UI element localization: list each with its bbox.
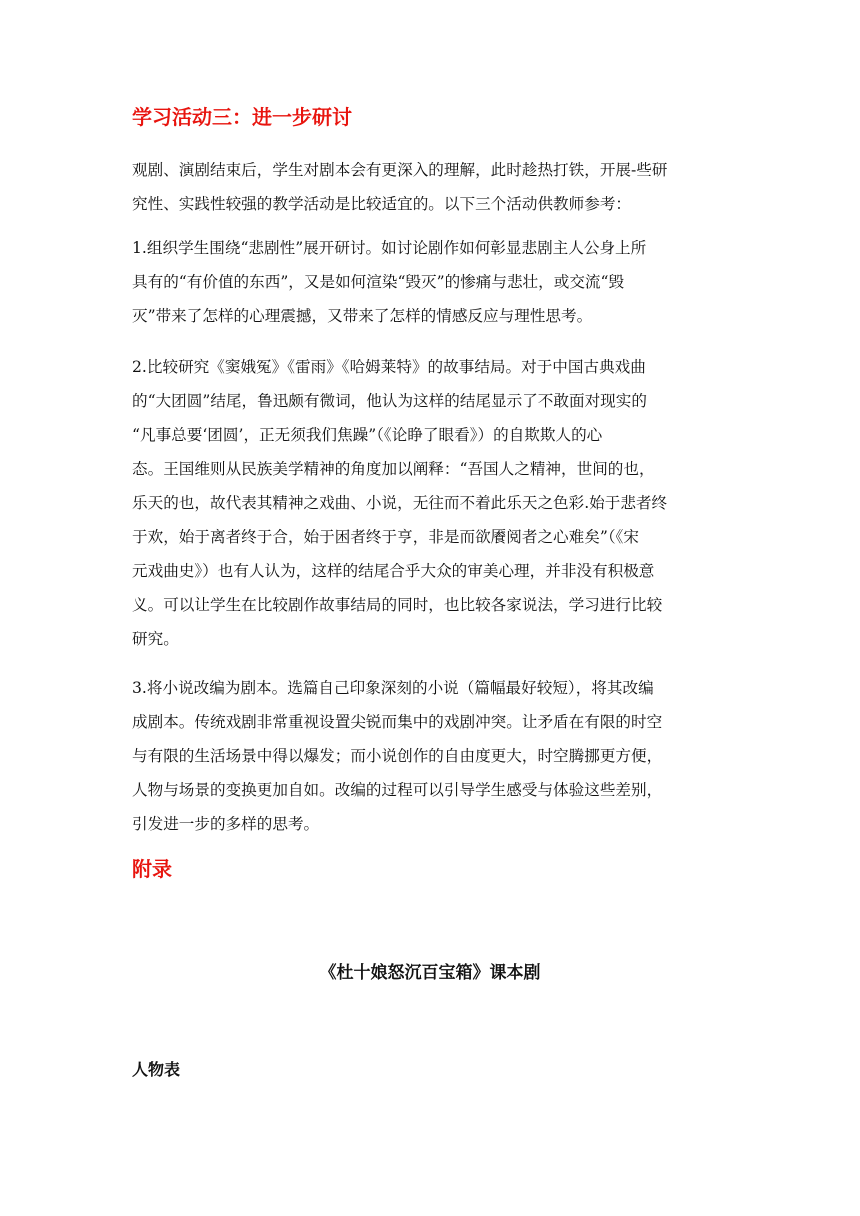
item-1-line: 1.组织学生围绕“悲剧性”展开研讨。如讨论剧作如何彰显悲剧主人公身上所 xyxy=(132,239,647,257)
item-2-paragraph xyxy=(132,350,732,656)
item-2-line: “凡事总要‘团圆’，正无须我们焦躁”（《论睁了眼看》）的自欺欺人的心 xyxy=(132,426,603,444)
item-2-line: 于欢，始于离者终于合，始于困者终于亨，非是而欲餍阅者之心难矣”（《宋 xyxy=(132,528,639,546)
item-1-line: 具有的“有价值的东西”，又是如何渲染“毁灭”的惨痛与悲壮，或交流“毁 xyxy=(132,273,625,291)
item-2-line: 乐天的也，故代表其精神之戏曲、小说，无往而不着此乐天之色彩.始于悲者终 xyxy=(132,494,668,512)
item-3-line: 3.将小说改编为剧本。选篇自己印象深刻的小说（篇幅最好较短），将其改编 xyxy=(132,679,654,697)
item-2-line: 元戏曲史》）也有人认为，这样的结尾合乎大众的审美心理，并非没有积极意 xyxy=(132,562,655,580)
item-3-line: 与有限的生活场景中得以爆发；而小说创作的自由度更大，时空腾挪更方便， xyxy=(132,747,663,765)
intro-paragraph xyxy=(132,153,732,221)
play-title: 《杜十娘怒沉百宝箱》课本剧 xyxy=(319,963,541,983)
item-1-line: 灭”带来了怎样的心理震撼，又带来了怎样的情感反应与理性思考。 xyxy=(132,307,593,325)
item-3-line: 成剧本。传统戏剧非常重视设置尖锐而集中的戏剧冲突。让矛盾在有限的时空 xyxy=(132,713,663,731)
item-2-line: 2.比较研究《窦娥冤》《雷雨》《哈姆莱特》的故事结局。对于中国古典戏曲 xyxy=(132,358,646,376)
item-2-line: 的“大团圆”结尾，鲁迅颇有微词，他认为这样的结尾显示了不敢面对现实的 xyxy=(132,392,647,410)
role-list-heading: 人物表 xyxy=(132,1060,181,1079)
intro-line: 究性、实践性较强的教学活动是比较适宜的。以下三个活动供教师参考： xyxy=(132,195,632,213)
item-3-line: 引发进一步的多样的思考。 xyxy=(132,815,320,833)
section-heading: 学习活动三：进一步研讨 xyxy=(132,105,352,129)
item-2-line: 义。可以让学生在比较剧作故事结局的同时，也比较各家说法，学习进行比较 xyxy=(132,596,663,614)
item-1-paragraph xyxy=(132,231,732,333)
appendix-heading: 附录 xyxy=(132,857,172,881)
intro-line: 观剧、演剧结束后，学生对剧本会有更深入的理解，此时趁热打铁，开展-些研 xyxy=(132,161,668,179)
item-2-line: 态。王国维则从民族美学精神的角度加以阐释：“吾国人之精神，世间的也， xyxy=(132,460,655,478)
item-3-paragraph xyxy=(132,671,732,841)
item-2-line: 研究。 xyxy=(132,630,179,648)
item-3-line: 人物与场景的变换更加自如。改编的过程可以引导学生感受与体验这些差别， xyxy=(132,781,663,799)
